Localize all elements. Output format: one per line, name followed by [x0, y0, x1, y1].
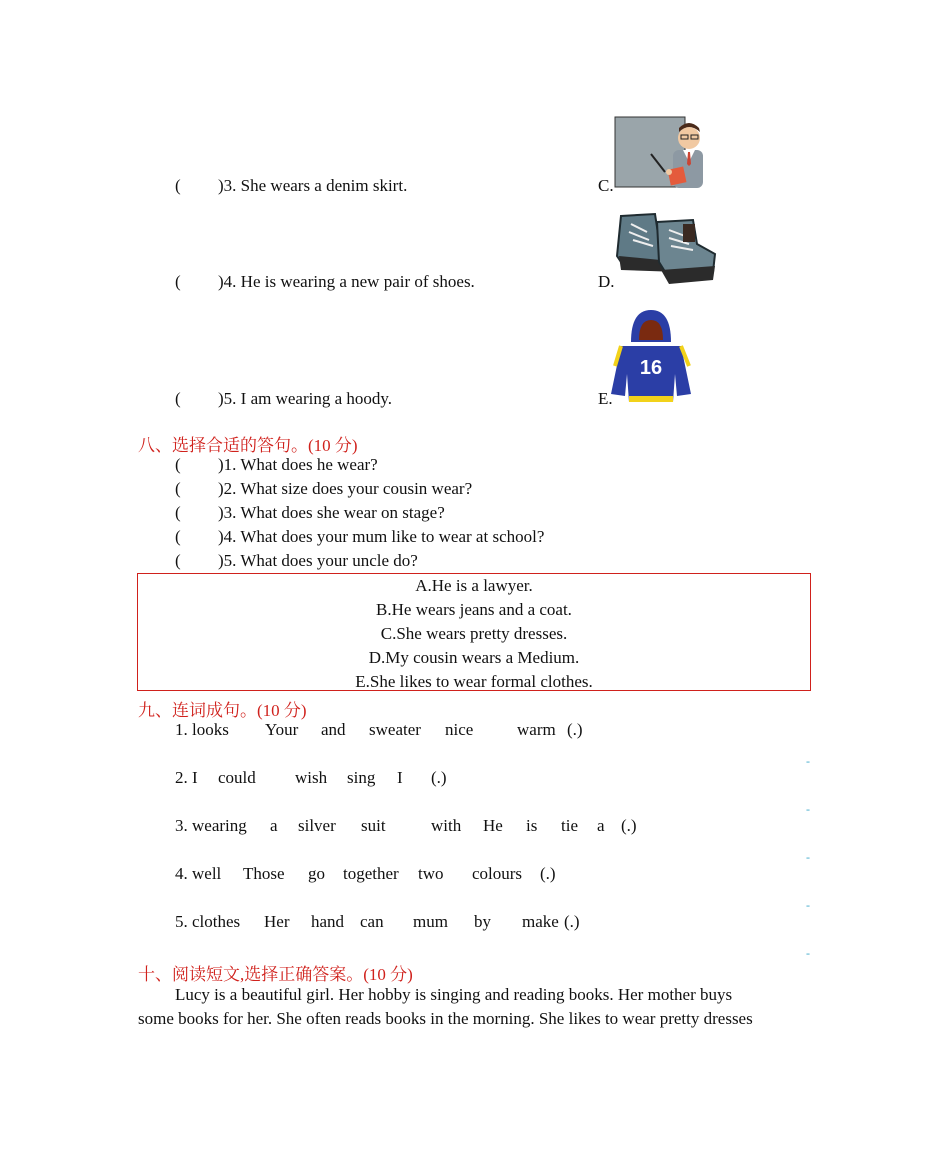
word-order-item — [175, 816, 775, 838]
word-token: and — [321, 720, 346, 739]
word-token: tie — [561, 816, 578, 835]
word-order-item — [175, 720, 775, 742]
match-text: )5. I am wearing a hoody. — [218, 389, 393, 408]
answer-option: C.She wears pretty dresses. — [380, 624, 568, 643]
answer-paren: ( — [175, 272, 181, 291]
margin-dash: - — [806, 898, 810, 912]
word-token: 2. I — [175, 768, 198, 787]
answer-paren: ( — [175, 455, 181, 474]
word-token: nice — [445, 720, 474, 739]
word-token: can — [360, 912, 384, 931]
word-token: (.) — [564, 912, 580, 931]
word-token: He — [483, 816, 503, 835]
hoody-number: 16 — [639, 357, 663, 379]
picture-letter: D. — [598, 272, 615, 291]
word-token: (.) — [567, 720, 583, 739]
question: )4. What does your mum like to wear at school? — [218, 527, 545, 546]
word-order-item — [175, 768, 775, 790]
passage-line: Lucy is a beautiful girl. Her hobby is singing and reading books. Her mother buys — [175, 985, 733, 1004]
word-token: wish — [295, 768, 328, 787]
margin-dash: - — [806, 946, 810, 960]
teacher-picture — [613, 116, 709, 192]
answer-paren: ( — [175, 503, 181, 522]
margin-dash: - — [806, 802, 810, 816]
word-token: mum — [413, 912, 448, 931]
match-text: )3. She wears a denim skirt. — [218, 176, 408, 195]
word-token: is — [526, 816, 538, 835]
word-token: sing — [347, 768, 376, 787]
question: )5. What does your uncle do? — [218, 551, 418, 570]
answer-paren: ( — [175, 479, 181, 498]
picture-letter: C. — [598, 176, 614, 195]
margin-dash: - — [806, 850, 810, 864]
picture-letter: E. — [598, 389, 613, 408]
boots-picture — [613, 210, 719, 290]
answer-paren: ( — [175, 176, 181, 195]
word-order-item — [175, 864, 775, 886]
margin-dash: - — [806, 754, 810, 768]
section-10-title: 十、阅读短文,选择正确答案。(10 分) — [138, 965, 413, 984]
word-token: Your — [265, 720, 299, 739]
word-token: two — [418, 864, 444, 883]
word-token: together — [343, 864, 399, 883]
word-token: hand — [311, 912, 345, 931]
hoody-picture — [611, 306, 693, 406]
answer-options-box — [137, 573, 811, 691]
answer-paren: ( — [175, 389, 181, 408]
word-token: (.) — [540, 864, 556, 883]
word-token: with — [431, 816, 462, 835]
word-token: a — [597, 816, 605, 835]
question: )3. What does she wear on stage? — [218, 503, 445, 522]
word-token: Those — [243, 864, 285, 883]
match-text: )4. He is wearing a new pair of shoes. — [218, 272, 475, 291]
word-token: suit — [361, 816, 386, 835]
word-token: 4. well — [175, 864, 222, 883]
word-order-item — [175, 912, 775, 934]
answer-paren: ( — [175, 551, 181, 570]
word-token: make — [522, 912, 559, 931]
passage-line: some books for her. She often reads books in the morning. She likes to wear pretty dresses — [138, 1009, 753, 1028]
word-token: (.) — [621, 816, 637, 835]
answer-option: E.She likes to wear formal clothes. — [355, 672, 593, 691]
question: )1. What does he wear? — [218, 455, 378, 474]
word-token: 5. clothes — [175, 912, 241, 931]
answer-paren: ( — [175, 527, 181, 546]
answer-option: A.He is a lawyer. — [415, 576, 533, 595]
section-8-title: 八、选择合适的答句。(10 分) — [138, 436, 358, 455]
question: )2. What size does your cousin wear? — [218, 479, 473, 498]
word-token: a — [270, 816, 278, 835]
word-token: could — [218, 768, 256, 787]
word-token: by — [474, 912, 491, 931]
word-token: sweater — [369, 720, 421, 739]
answer-option: D.My cousin wears a Medium. — [368, 648, 580, 667]
word-token: go — [308, 864, 325, 883]
word-token: Her — [264, 912, 290, 931]
reading-passage — [138, 983, 810, 1031]
word-token: (.) — [431, 768, 447, 787]
word-token: colours — [472, 864, 523, 883]
word-token: silver — [298, 816, 336, 835]
word-token: warm — [517, 720, 556, 739]
word-token: 1. looks — [175, 720, 229, 739]
word-token: 3. wearing — [175, 816, 247, 835]
answer-option: B.He wears jeans and a coat. — [376, 600, 572, 619]
section-9-title: 九、连词成句。(10 分) — [138, 701, 307, 720]
word-token: I — [397, 768, 403, 787]
